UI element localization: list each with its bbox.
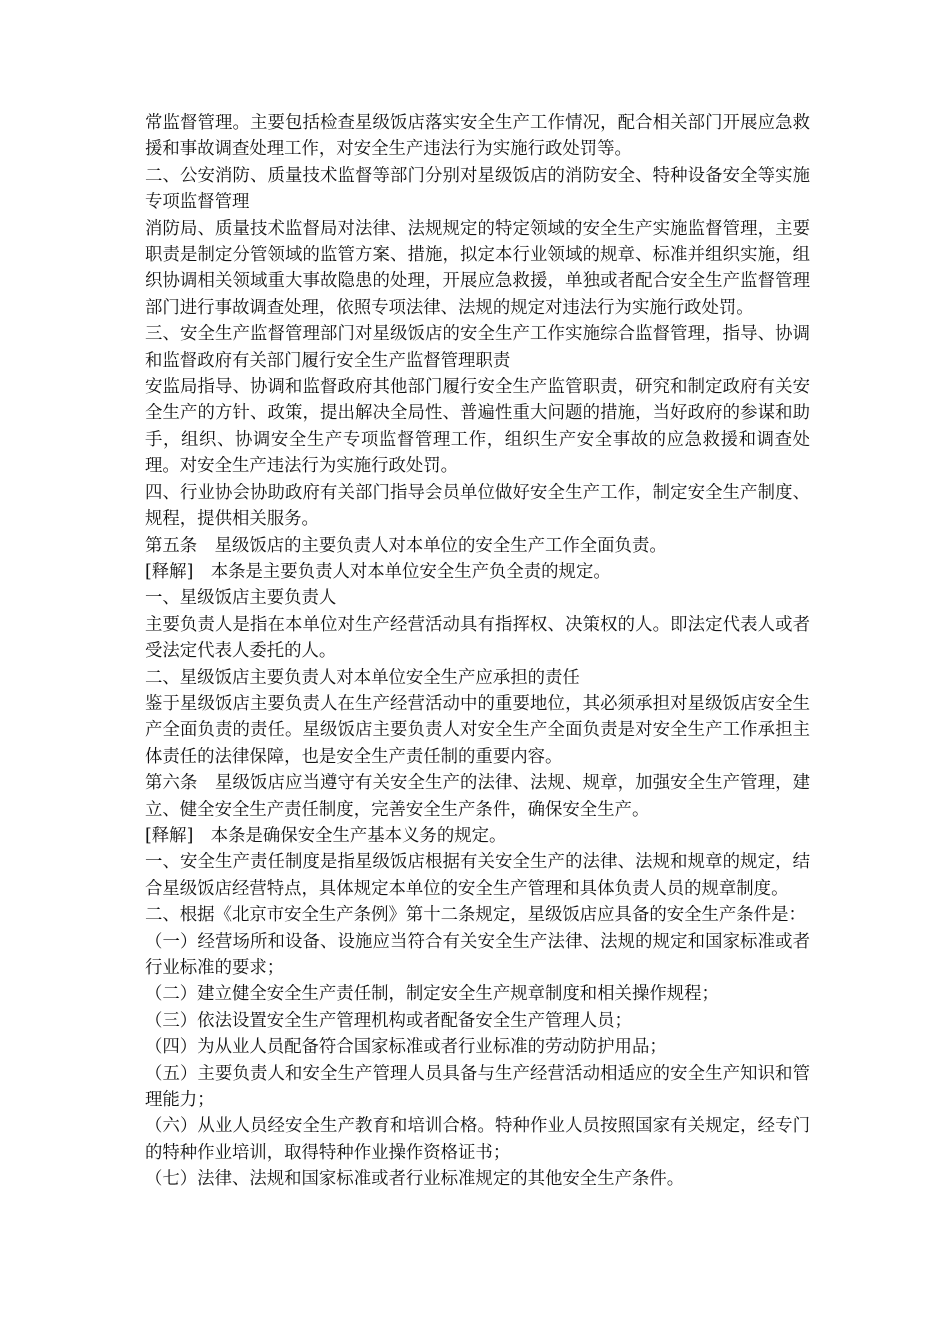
- paragraph: 二、根据《北京市安全生产条例》第十二条规定，星级饭店应具备的安全生产条件是：: [145, 905, 806, 926]
- article-heading: 第五条 星级饭店的主要负责人对本单位的安全生产工作全面负责。: [145, 535, 667, 556]
- list-item: （三）依法设置安全生产管理机构或者配备安全生产管理人员；: [145, 1010, 632, 1031]
- list-item: （六）从业人员经安全生产教育和培训合格。特种作业人员按照国家有关规定，经专门的特种作业培训，取得特种作业操作资格证书；: [145, 1116, 810, 1163]
- list-item: （二）建立健全安全生产责任制，制定安全生产规章制度和相关操作规程；: [145, 984, 719, 1005]
- section-heading: 二、星级饭店主要负责人对本单位安全生产应承担的责任: [145, 667, 580, 688]
- section-heading: 二、公安消防、质量技术监督等部门分别对星级饭店的消防安全、特种设备安全等实施专项监督管理: [145, 165, 810, 213]
- interpretation-line: [释解] 本条是主要负责人对本单位安全生产负全责的规定。: [145, 561, 611, 582]
- paragraph: 一、安全生产责任制度是指星级饭店根据有关安全生产的法律、法规和规章的规定，结合星级饭店经营特点，具体规定本单位的安全生产管理和具体负责人员的规章制度。: [145, 852, 810, 899]
- paragraph: 消防局、质量技术监督局对法律、法规规定的特定领域的安全生产实施监督管理，主要职责是制定分管领域的监管方案、措施，拟定本行业领域的规章、标准并组织实施，组织协调相关领域重大事故隐患的处理，开展应急救援，单独或者配合安全生产监督管理部门进行事故调查处理，依照专项法律、法规的规定对违法行为实施行政处罚。: [145, 218, 810, 318]
- paragraph: 鉴于星级饭店主要负责人在生产经营活动中的重要地位，其必须承担对星级饭店安全生产全面负责的责任。星级饭店主要负责人对安全生产全面负责是对安全生产工作承担主体责任的法律保障，也是安全生产责任制的重要内容。: [145, 693, 810, 767]
- section-heading: 三、安全生产监督管理部门对星级饭店的安全生产工作实施综合监督管理，指导、协调和监督政府有关部门履行安全生产监督管理职责: [145, 324, 810, 371]
- list-item: （五）主要负责人和安全生产管理人员具备与生产经营活动相适应的安全生产知识和管理能力；: [145, 1063, 810, 1111]
- list-item: （一）经营场所和设备、设施应当符合有关安全生产法律、法规的规定和国家标准或者行业标准的要求；: [145, 931, 810, 978]
- paragraph: 主要负责人是指在本单位对生产经营活动具有指挥权、决策权的人。即法定代表人或者受法定代表人委托的人。: [145, 614, 810, 662]
- article-heading: 第六条 星级饭店应当遵守有关安全生产的法律、法规、规章，加强安全生产管理，建立、健全安全生产责任制度，完善安全生产条件，确保安全生产。: [145, 773, 810, 820]
- list-item: （四）为从业人员配备符合国家标准或者行业标准的劳动防护用品；: [145, 1037, 667, 1058]
- document-page: [145, 110, 810, 1193]
- list-item: （七）法律、法规和国家标准或者行业标准规定的其他安全生产条件。: [145, 1169, 685, 1190]
- interpretation-line: [释解] 本条是确保安全生产基本义务的规定。: [145, 825, 507, 846]
- paragraph: 常监督管理。主要包括检查星级饭店落实安全生产工作情况，配合相关部门开展应急救援和事故调查处理工作，对安全生产违法行为实施行政处罚等。: [145, 113, 810, 160]
- section-heading: 四、行业协会协助政府有关部门指导会员单位做好安全生产工作，制定安全生产制度、规程，提供相关服务。: [145, 482, 810, 530]
- paragraph: 安监局指导、协调和监督政府其他部门履行安全生产监管职责，研究和制定政府有关安全生产的方针、政策，提出解决全局性、普遍性重大问题的措施，当好政府的参谋和助手，组织、协调安全生产专项监督管理工作，组织生产安全事故的应急救援和调查处理。对安全生产违法行为实施行政处罚。: [145, 377, 810, 477]
- section-heading: 一、星级饭店主要负责人: [145, 588, 337, 609]
